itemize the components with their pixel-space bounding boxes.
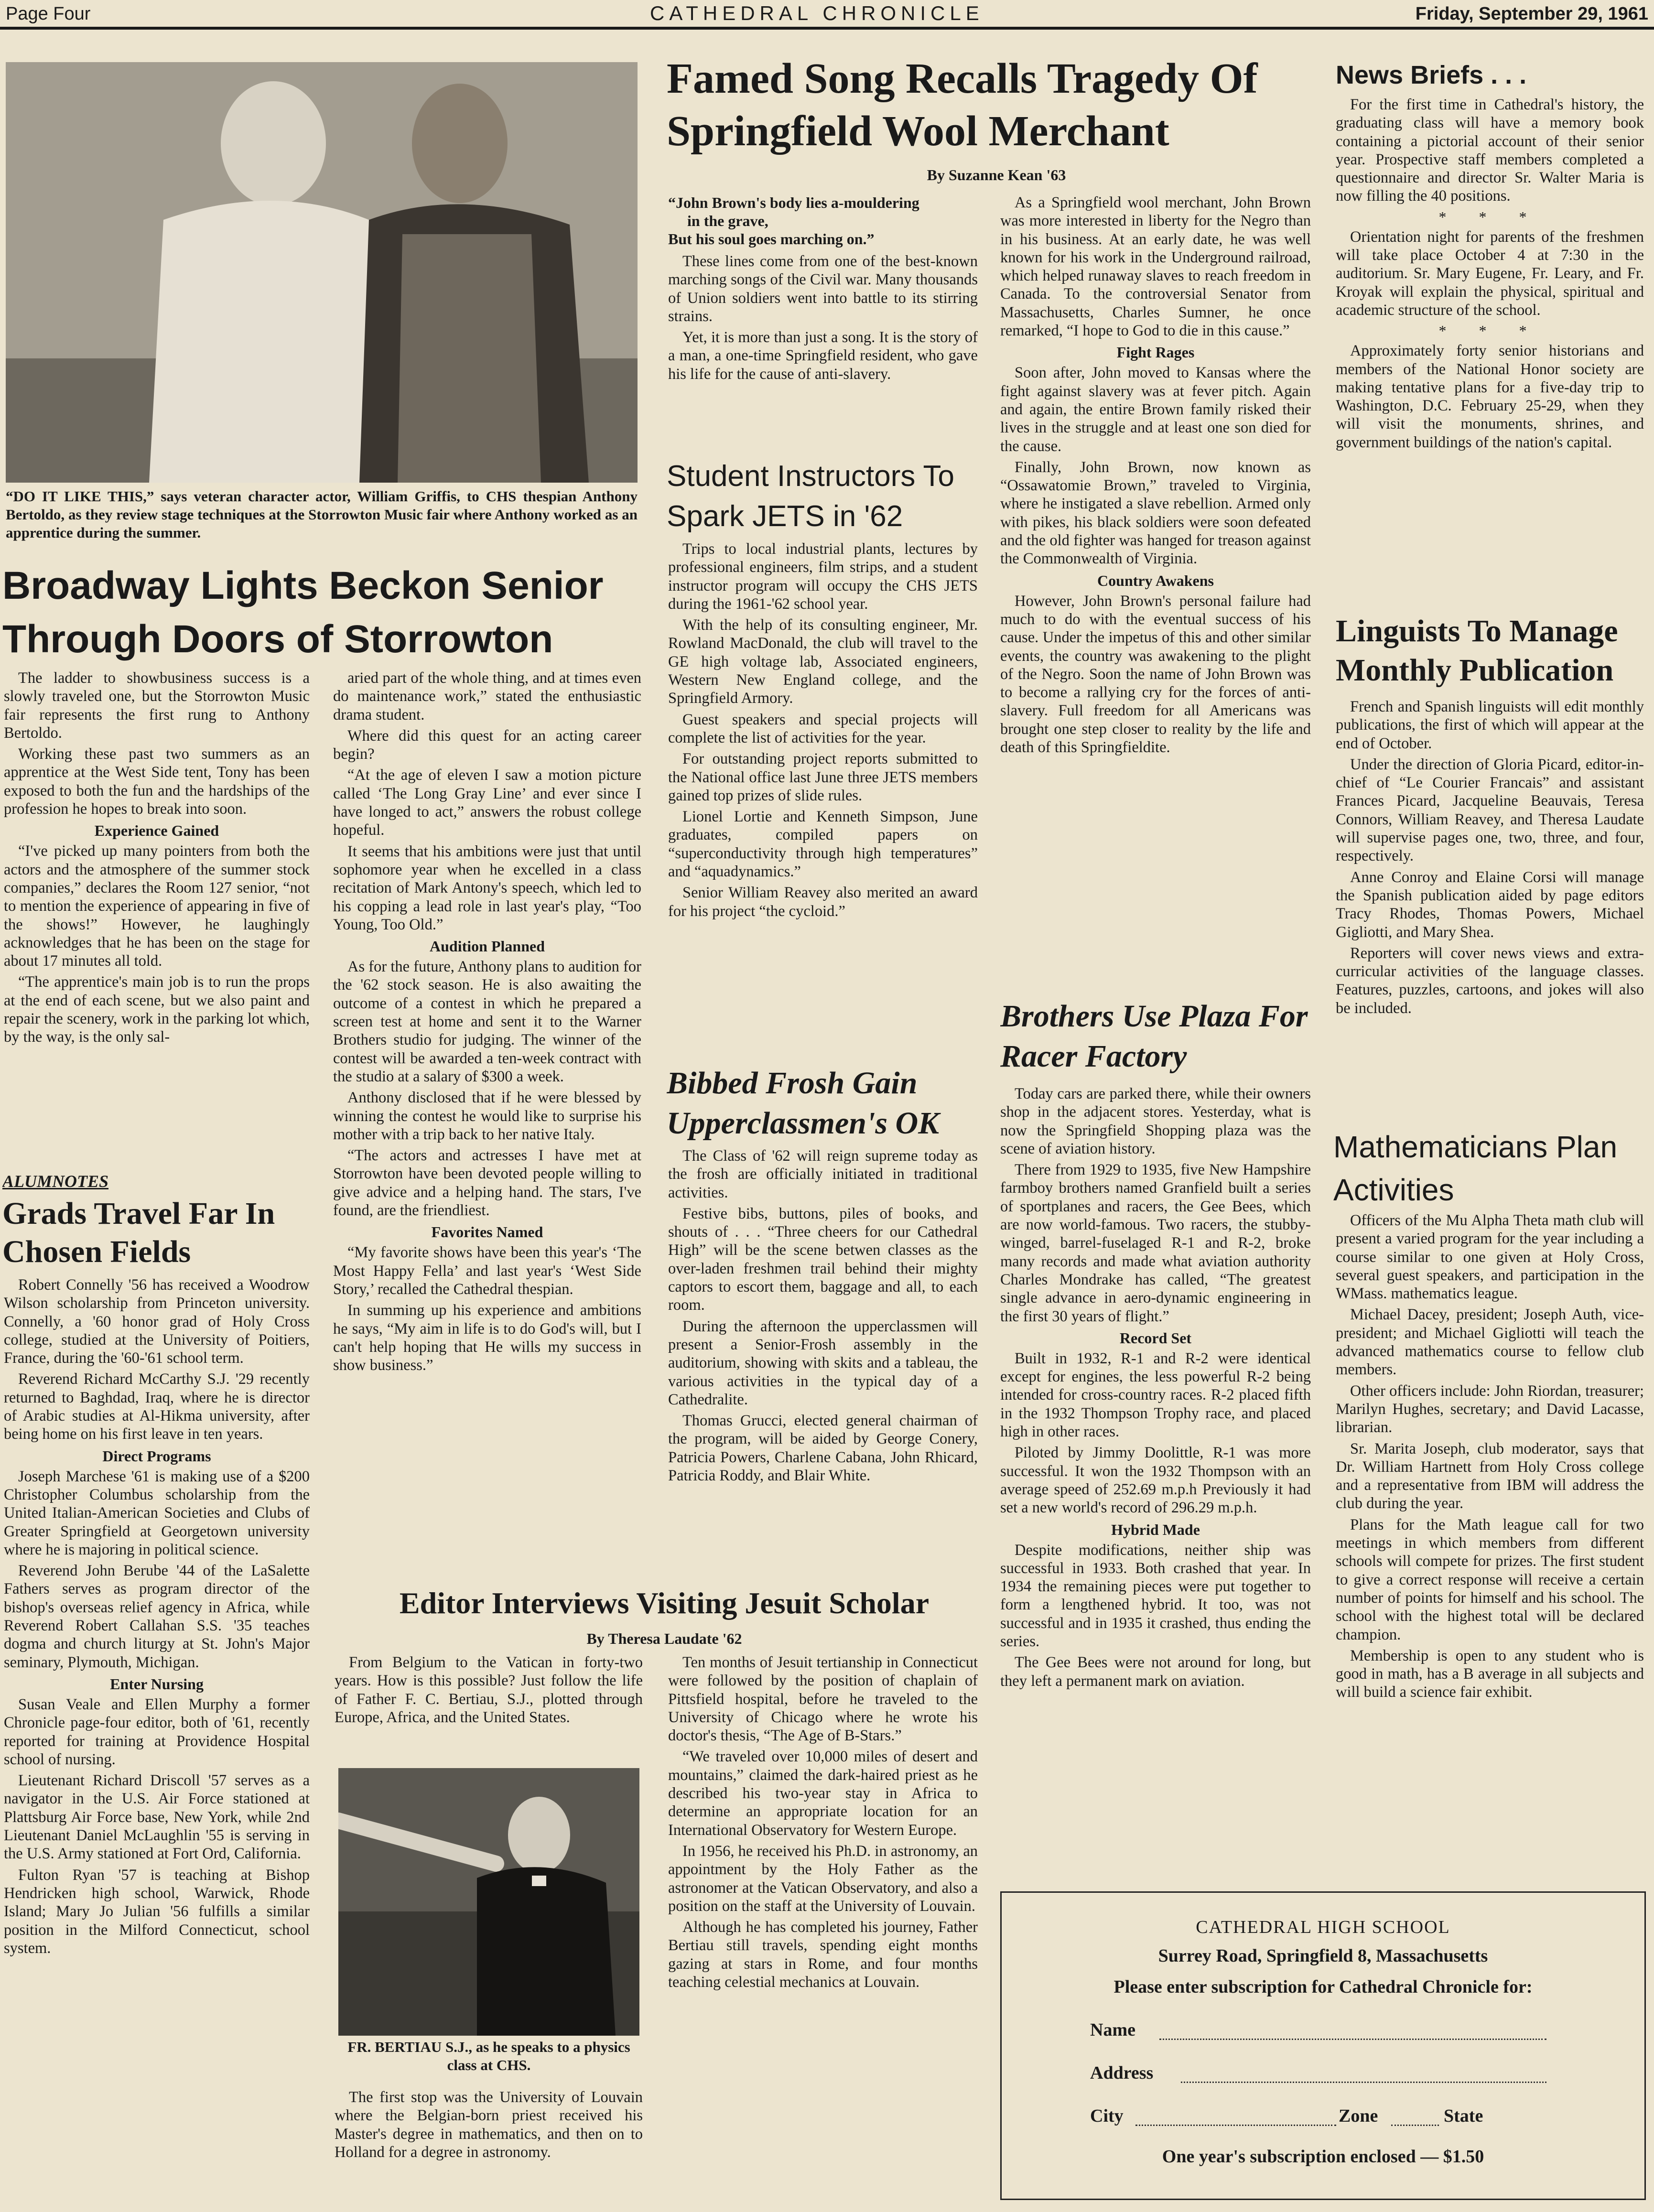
- subhead: Audition Planned: [430, 938, 545, 955]
- actors-photo-caption: “DO IT LIKE THIS,” says veteran character actor, William Griffis, to CHS thespian Anthony Bertoldo, as they review stage techniques at the Storrowton Music fair where Anthony worked as an apprentice during the summer.: [6, 488, 638, 541]
- song-byline: By Suzanne Kean '63: [927, 166, 1066, 183]
- page-number: Page Four: [6, 4, 91, 24]
- paragraph: Sr. Marita Joseph, club moderator, says that Dr. William Hartnett from Holy Cross college and a representative from IBM will address the club during the year.: [1336, 1440, 1644, 1512]
- subscription-address: Surrey Road, Springfield 8, Massachusetts: [1158, 1946, 1488, 1966]
- paragraph: Anne Conroy and Elaine Corsi will manage the Spanish publication aided by page editors Tracy Rhodes, Thomas Powers, Michael Gigliotti, and Mary Shea.: [1336, 868, 1644, 941]
- paragraph: “I've picked up many pointers from both the actors and the atmosphere of the summer stock companies,” declares the Room 127 senior, “not to mention the experience of appearing in five of the shows!” However, he laughingly acknowledges that he has been on the stage for about 17 minutes all told.: [4, 842, 310, 970]
- paragraph: “The actors and actresses I have met at Storrowton have been devoted people willing to give advice and a helping hand. The stars, I've found, are the friendliest.: [333, 1147, 641, 1219]
- paragraph: Yet, it is more than just a song. It is the story of a man, a one-time Springfield resident, who gave his life for the cause of anti-slavery.: [668, 329, 978, 383]
- paragraph: It seems that his ambitions were just that until sophomore year when he excelled in a class recitation of Mark Antony's speech, which led to his copping a lead role in last year's play, “Too Young, Too Old.”: [333, 842, 641, 933]
- subscription-form: [1000, 1891, 1646, 2200]
- address-label: Address: [1090, 2063, 1154, 2083]
- alumnotes-body: [4, 1276, 310, 2193]
- subhead: Experience Gained: [94, 822, 219, 840]
- news-brief-2: Orientation night for parents of the freshmen will take place October 4 at 7:30 in the auditorium. Sr. Mary Eugene, Fr. Leary, and Fr. Kroyak will explain the physical, spiritual and academic structure of the school.: [1336, 228, 1644, 319]
- math-headline: Mathematicians Plan Activities: [1333, 1130, 1618, 1207]
- subhead: Direct Programs: [102, 1447, 211, 1465]
- poem-line-1: “John Brown's body lies a-mouldering: [668, 194, 919, 211]
- subscription-school: CATHEDRAL HIGH SCHOOL: [1196, 1917, 1450, 1937]
- paragraph: In 1956, he received his Ph.D. in astronomy, an appointment by the Holy Father as the astronomer at the Vatican Observatory, and also a position on the staff at the University of Louvain.: [668, 1842, 978, 1915]
- jesuit-col-1-top: [335, 1653, 643, 1773]
- song-col-2: [1000, 194, 1311, 1001]
- zone-field[interactable]: [1391, 2125, 1439, 2126]
- state-label: State: [1444, 2106, 1483, 2126]
- paragraph: Robert Connelly '56 has received a Woodrow Wilson scholarship from Princeton university. Connelly, a '60 honor grad of Holy Cross college, studied at the University of Poitiers, France, during the '60-'61 school term.: [4, 1276, 310, 1367]
- paragraph: Trips to local industrial plants, lectures by professional engineers, film strips, and a student instructor program will occupy the CHS JETS during the 1961-'62 school year.: [668, 540, 978, 613]
- paragraph: Soon after, John moved to Kansas where the fight against slavery was at fever pitch. Again and again, the entire Brown family risked their lives in the struggle and at least one son died for the cause.: [1000, 364, 1311, 455]
- priest-photo-caption: FR. BERTIAU S.J., as he speaks to a physics class at CHS.: [347, 2039, 630, 2073]
- paragraph: Festive bibs, buttons, piles of books, and shouts of . . . “Three cheers for our Cathedral High” will be the scene betwen classes as the over-laden freshmen trail behind their mighty captors to escort them, baggage and all, to each room.: [668, 1205, 978, 1314]
- news-brief-1: For the first time in Cathedral's history, the graduating class will have a memory book containing a pictorial account of their senior year. Prospective staff members completed a questionnaire and director Sr. Walter Maria is now filling the 40 positions.: [1336, 96, 1644, 205]
- paragraph: There from 1929 to 1935, five New Hampshire farmboy brothers named Granfield built a series of sportplanes and racers, the Gee Bees, which are now world-famous. Two racers, the stubby-winged, barrel-fuselaged R-1 and R-2, broke many records and made what aviation authority Charles Mondrake has called, “The greatest single advance in aero-dynamic engineering in the first 30 years of flight.”: [1000, 1161, 1311, 1325]
- song-col-1: [668, 252, 978, 477]
- paragraph: Under the direction of Gloria Picard, editor-in-chief of “Le Courier Francais” and assistant Frances Picard, Jacqueline Beauvais, Teresa Connors, William Reavey, and Theresa Laudate will supervise pages one, two, three, and four, respectively.: [1336, 755, 1644, 865]
- news-brief-3: Approximately forty senior historians and members of the National Honor society are making tentative plans for a five-day trip to Washington, D.C. February 25-29, when they will visit the monuments, shrines, and government buildings of the nation's capital.: [1336, 342, 1644, 451]
- plaza-body: [1000, 1085, 1311, 1888]
- paragraph: Lionel Lortie and Kenneth Simpson, June graduates, compiled papers on “superconductivity through high temperatures” and “aquadynamics.”: [668, 808, 978, 881]
- paragraph: Officers of the Mu Alpha Theta math club will present a varied program for the year including a course similar to one given at Holy Cross, several guest speakers, and participation in the WMass. mathematics league.: [1336, 1212, 1644, 1303]
- paragraph: Membership is open to any student who is good in math, has a B average in all subjects and will build a science fair exhibit.: [1336, 1647, 1644, 1701]
- paragraph: In summing up his experience and ambitions he says, “My aim in life is to do God's will, but I can't help hoping that He wills my success in show business.”: [333, 1302, 641, 1374]
- broadway-headline: Broadway Lights Beckon Senior Through Doors of Storrowton: [2, 564, 604, 661]
- linguists-headline: Linguists To Manage Monthly Publication: [1336, 614, 1618, 688]
- city-field[interactable]: [1135, 2125, 1336, 2126]
- name-label: Name: [1090, 2020, 1135, 2040]
- song-headline: Famed Song Recalls Tragedy Of Springfield Wool Merchant: [667, 55, 1258, 155]
- jesuit-col-2: [668, 1653, 978, 2203]
- name-field[interactable]: [1159, 2039, 1546, 2040]
- newspaper-name: CATHEDRAL CHRONICLE: [650, 2, 984, 24]
- paragraph: The Gee Bees were not around for long, but they left a permanent mark on aviation.: [1000, 1654, 1311, 1690]
- paragraph: Susan Veale and Ellen Murphy a former Chronicle page-four editor, both of '61, recently reported for training at Providence Hospital school of nursing.: [4, 1695, 310, 1768]
- subscription-prompt: Please enter subscription for Cathedral Chronicle for:: [1113, 1977, 1533, 1997]
- paragraph: aried part of the whole thing, and at times even do maintenance work,” stated the enthusiastic drama student.: [333, 669, 641, 723]
- paragraph: For outstanding project reports submitted to the National office last June three JETS members gained top prizes of slide rules.: [668, 750, 978, 804]
- paragraph: The first stop was the University of Louvain where the Belgian-born priest received his Master's degree in mathematics, and then on to Holland for a degree in astronomy.: [335, 2089, 643, 2161]
- paragraph: Ten months of Jesuit tertianship in Connecticut were followed by the position of chaplain of Pittsfield hospital, before he traveled to the University of Chicago where he wrote his doctor's thesis, “The Age of B-Stars.”: [668, 1654, 978, 1745]
- jets-body: [668, 540, 978, 1047]
- news-briefs-body: [1336, 96, 1644, 597]
- paragraph: Michael Dacey, president; Joseph Auth, vice-president; and Michael Gigliotti will teach the advanced mathematics course to fellow club members.: [1336, 1306, 1644, 1379]
- paragraph: Joseph Marchese '61 is making use of a $200 Christopher Columbus scholarship from the United Italian-American Societies and Clubs of Greater Springfield at Georgetown university where he is majoring in political science.: [4, 1467, 310, 1558]
- paragraph: “My favorite shows have been this year's ‘The Most Happy Fella’ and last year's ‘West Side Story,’ recalled the Cathedral thespian.: [333, 1244, 641, 1298]
- paragraph: French and Spanish linguists will edit monthly publications, the first of which will appear at the end of October.: [1336, 698, 1644, 752]
- paragraph: Piloted by Jimmy Doolittle, R-1 was more successful. It won the 1932 Thompson with an average speed of 252.69 m.p.h Previously it had set a new world's record of 296.29 m.p.h.: [1000, 1444, 1311, 1517]
- subhead: Fight Rages: [1116, 344, 1195, 361]
- frosh-body: [668, 1147, 978, 1553]
- paragraph: These lines come from one of the best-known marching songs of the Civil war. Many thousands of Union soldiers went into battle to its stirring strains.: [668, 253, 978, 325]
- alumnotes-kicker: ALUMNOTES: [2, 1172, 109, 1191]
- song-poem: [668, 194, 984, 248]
- paragraph: As a Springfield wool merchant, John Brown was more interested in liberty for the Negro than in his business. At an early date, he was well known for his work in the Underground railroad, which helped runaway slaves to reach freedom in Canada. To the controversial Senator from Massachusetts, Charles Sumner, he once remarked, “I hope to God to die in this cause.”: [1000, 194, 1311, 340]
- poem-line-2: in the grave,: [687, 212, 768, 229]
- paragraph: The ladder to showbusiness success is a slowly traveled one, but the Storrowton Music fair represents the first rung to Anthony Bertoldo.: [4, 669, 310, 742]
- subscription-price: One year's subscription enclosed — $1.50: [1162, 2147, 1484, 2167]
- paragraph: “At the age of eleven I saw a motion picture called ‘The Long Gray Line’ and ever since I have longed to act,” answers the robust college hopeful.: [333, 766, 641, 839]
- jets-headline: Student Instructors To Spark JETS in '62: [667, 460, 954, 533]
- math-body: [1336, 1211, 1644, 1880]
- jesuit-col-1-bottom: [335, 2088, 643, 2203]
- paragraph: Lieutenant Richard Driscoll '57 serves as a navigator in the U.S. Air Force stationed at Plattsburg Air Force base, New York, while 2nd Lieutenant Daniel McLaughlin '55 is serving in the U.S. Army stationed at Fort Ord, California.: [4, 1772, 310, 1863]
- paragraph: Finally, John Brown, now known as “Ossawatomie Brown,” traveled to Virginia, where he instigated a slave rebellion. Armed only with pikes, his black soldiers were soon defeated and the old fighter was hanged for treason against the Commonwealth of Virginia.: [1000, 458, 1311, 568]
- news-briefs-headline: News Briefs . . .: [1336, 61, 1527, 89]
- linguists-body: [1336, 698, 1644, 1109]
- plaza-headline: Brothers Use Plaza For Racer Factory: [1000, 999, 1308, 1074]
- broadway-col-2: [333, 669, 641, 1577]
- paragraph: With the help of its consulting engineer, Mr. Rowland MacDonald, the club will travel to the GE high voltage lab, Associated engineers, Western New England college, and the Springfield Armory.: [668, 616, 978, 707]
- masthead-rule: [0, 27, 1654, 30]
- paragraph: Fulton Ryan '57 is teaching at Bishop Hendricken high school, Warwick, Rhode Island; Mary Jo Julian '56 fulfills a similar position in the Milford Connecticut, school system.: [4, 1866, 310, 1957]
- paragraph: Where did this quest for an acting career begin?: [333, 727, 641, 763]
- paragraph: Senior William Reavey also merited an award for his project “the cycloid.”: [668, 884, 978, 920]
- paragraph: Guest speakers and special projects will complete the list of activities for the year.: [668, 711, 978, 746]
- paragraph: Working these past two summers as an apprentice at the West Side tent, Tony has been exposed to both the fun and the hardships of the profession he hopes to break into soon.: [4, 745, 310, 818]
- paragraph: During the afternoon the upperclassmen will present a Senior-Frosh assembly in the auditorium, showing with skits and a tableau, the various activities in the typical day of a Cathedralite.: [668, 1317, 978, 1408]
- alumnotes-headline: Grads Travel Far In Chosen Fields: [2, 1196, 275, 1269]
- actors-photo: [6, 62, 638, 483]
- frosh-headline: Bibbed Frosh Gain Upperclassmen's OK: [667, 1066, 940, 1141]
- broadway-col-1: [4, 669, 310, 1178]
- paragraph: However, John Brown's personal failure had much to do with the eventual success of his cause. Under the impetus of this and other similar events, the country was awakening to the plight of the Negro. Soon the name of John Brown was to become a rallying cry for the forces of anti-slavery. Full freedom for all Americans was brought one step closer to reality by the life and death of this Springfieldite.: [1000, 592, 1311, 756]
- zone-label: Zone: [1339, 2106, 1378, 2126]
- paragraph: As for the future, Anthony plans to audition for the '62 stock season. He is also awaiting the outcome of a contest in which he prepared a screen test at home and sent it to the Warner Brothers studio for judging. The winner of the contest will be awarded a ten-week contract with the studio at a salary of $300 a week.: [333, 958, 641, 1085]
- paragraph: Plans for the Math league call for two meetings in which members from different schools will compete for prizes. The first student to give a correct response will receive a certain number of points for himself and his school. The school with the highest total will be declared champion.: [1336, 1516, 1644, 1643]
- priest-photo: [338, 1768, 639, 2036]
- brief-separator: * * *: [1438, 322, 1541, 340]
- paragraph: Despite modifications, neither ship was successful in 1933. Both crashed that year. In 1934 the remaining pieces were put together to form a lengthened hybrid. It too, was not successful and in 1935 it crashed, thus ending the series.: [1000, 1541, 1311, 1651]
- paragraph: “The apprentice's main job is to run the props at the end of each scene, but we also paint and repair the scenery, work in the parking lot which, by the way, is the only sal-: [4, 973, 310, 1046]
- subhead: Hybrid Made: [1111, 1521, 1200, 1538]
- paragraph: Reporters will cover news views and extra-curricular activities of the language classes. Features, puzzles, cartoons, and jokes will also be included.: [1336, 944, 1644, 1017]
- subhead: Enter Nursing: [110, 1675, 204, 1693]
- paragraph: Anthony disclosed that if he were blessed by winning the contest he would like to surprise his mother with a trip back to her native Italy.: [333, 1089, 641, 1143]
- subhead: Record Set: [1119, 1329, 1192, 1347]
- paragraph: Reverend Richard McCarthy S.J. '29 recently returned to Baghdad, Iraq, where he is director of Arabic studies at Al-Hikma university, after being home on his first leave in ten years.: [4, 1370, 310, 1443]
- issue-date: Friday, September 29, 1961: [1415, 4, 1648, 24]
- paragraph: Although he has completed his journey, Father Bertiau still travels, spending eight months gazing at stars in Rome, and four months teaching celestial mechanics at Louvain.: [668, 1919, 978, 1991]
- paragraph: Reverend John Berube '44 of the LaSalette Fathers serves as program director of the bishop's overseas relief agency in Africa, while Reverend Robert Callahan S.S. '35 teaches dogma and church liturgy at St. John's Major seminary, Plymouth, Michigan.: [4, 1562, 310, 1671]
- paragraph: Thomas Grucci, elected general chairman of the program, will be aided by George Conery, Patricia Powers, Charlene Cabana, John Rhicard, Patricia Roddy, and Blair White.: [668, 1412, 978, 1485]
- paragraph: From Belgium to the Vatican in forty-two years. How is this possible? Just follow the life of Father F. C. Bertiau, S.J., plotted through Europe, Africa, and the United States.: [335, 1654, 643, 1726]
- subhead: Country Awakens: [1097, 572, 1214, 589]
- city-label: City: [1090, 2106, 1124, 2126]
- paragraph: Built in 1932, R-1 and R-2 were identical except for engines, the less powerful R-2 being intended for cross-country races. R-2 placed fifth in the 1932 Thompson Trophy race, and placed high in other races.: [1000, 1349, 1311, 1441]
- brief-separator: * * *: [1438, 208, 1541, 226]
- paragraph: Other officers include: John Riordan, treasurer; Marilyn Hughes, secretary; and David Lacasse, librarian.: [1336, 1382, 1644, 1436]
- jesuit-headline: Editor Interviews Visiting Jesuit Scholar: [399, 1586, 930, 1620]
- paragraph: “We traveled over 10,000 miles of desert and mountains,” claimed the dark-haired priest as he described his two-year stay in Africa to determine an appropriate location for an International Observatory for Western Europe.: [668, 1748, 978, 1839]
- paragraph: Today cars are parked there, while their owners shop in the adjacent stores. Yesterday, what is now the Springfield Shopping plaza was the scene of aviation history.: [1000, 1085, 1311, 1157]
- poem-line-3: But his soul goes marching on.”: [668, 230, 875, 248]
- subhead: Favorites Named: [431, 1223, 543, 1241]
- paragraph: The Class of '62 will reign supreme today as the frosh are officially initiated in traditional activities.: [668, 1147, 978, 1201]
- address-field[interactable]: [1181, 2082, 1546, 2083]
- jesuit-byline: By Theresa Laudate '62: [586, 1630, 742, 1647]
